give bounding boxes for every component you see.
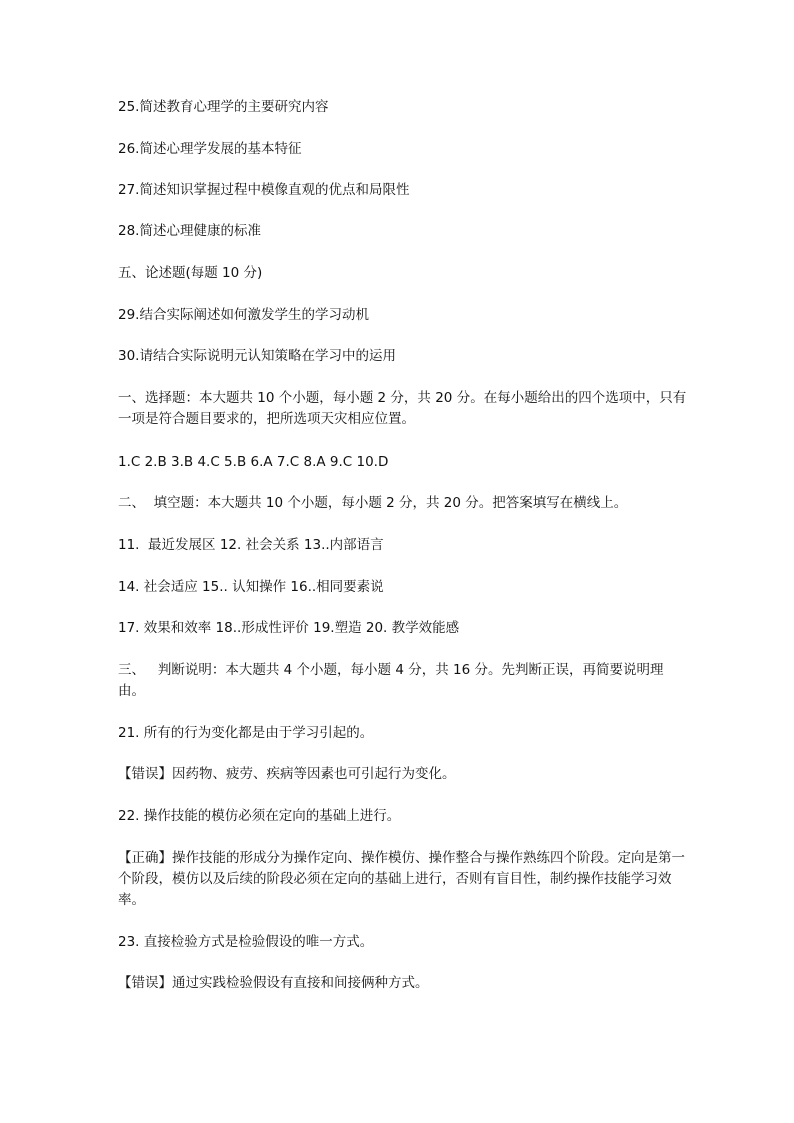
answer-section-2-heading: 二、 填空题：本大题共 10 个小题，每小题 2 分，共 20 分。把答案填写在横线上。	[118, 495, 628, 511]
judgment-22: 22. 操作技能的模仿必须在定向的基础上进行。	[118, 808, 401, 824]
answer-section-1-heading: 一、选择题：本大题共 10 个小题，每小题 2 分，共 20 分。在每小题给出的四个选项中，只有一项是符合题目要求的，把所选项天灾相应位置。	[118, 390, 687, 427]
judgment-21-answer: 【错误】因药物、疲劳、疾病等因素也可引起行为变化。	[118, 766, 456, 782]
answer-section-3-heading: 三、 判断说明：本大题共 4 个小题，每小题 4 分，共 16 分。先判断正误，再简要说明理由。	[118, 662, 664, 699]
answers-fill-1: 11. 最近发展区 12. 社会关系 13..内部语言	[118, 537, 384, 553]
judgment-23: 23. 直接检验方式是检验假设的唯一方式。	[118, 934, 374, 950]
section-5-heading: 五、论述题(每题 10 分)	[118, 265, 263, 281]
judgment-22-answer: 【正确】操作技能的形成分为操作定向、操作模仿、操作整合与操作熟练四个阶段。定向是第一个阶段，模仿以及后续的阶段必须在定向的基础上进行，否则有盲目性，制约操作技能学习效率。	[118, 850, 685, 908]
question-30: 30.请结合实际说明元认知策略在学习中的运用	[118, 348, 396, 364]
question-27: 27.简述知识掌握过程中模像直观的优点和局限性	[118, 182, 410, 198]
question-26: 26.简述心理学发展的基本特征	[118, 141, 302, 157]
question-29: 29.结合实际阐述如何激发学生的学习动机	[118, 307, 369, 323]
answers-fill-2: 14. 社会适应 15.. 认知操作 16..相同要素说	[118, 579, 384, 595]
judgment-21: 21. 所有的行为变化都是由于学习引起的。	[118, 725, 374, 741]
question-28: 28.简述心理健康的标准	[118, 223, 261, 239]
question-25: 25.简述教育心理学的主要研究内容	[118, 99, 329, 115]
judgment-23-answer: 【错误】通过实践检验假设有直接和间接俩种方式。	[118, 975, 429, 991]
answers-choice: 1.C 2.B 3.B 4.C 5.B 6.A 7.C 8.A 9.C 10.D	[118, 454, 389, 470]
answers-fill-3: 17. 效果和效率 18..形成性评价 19.塑造 20. 教学效能感	[118, 620, 460, 636]
